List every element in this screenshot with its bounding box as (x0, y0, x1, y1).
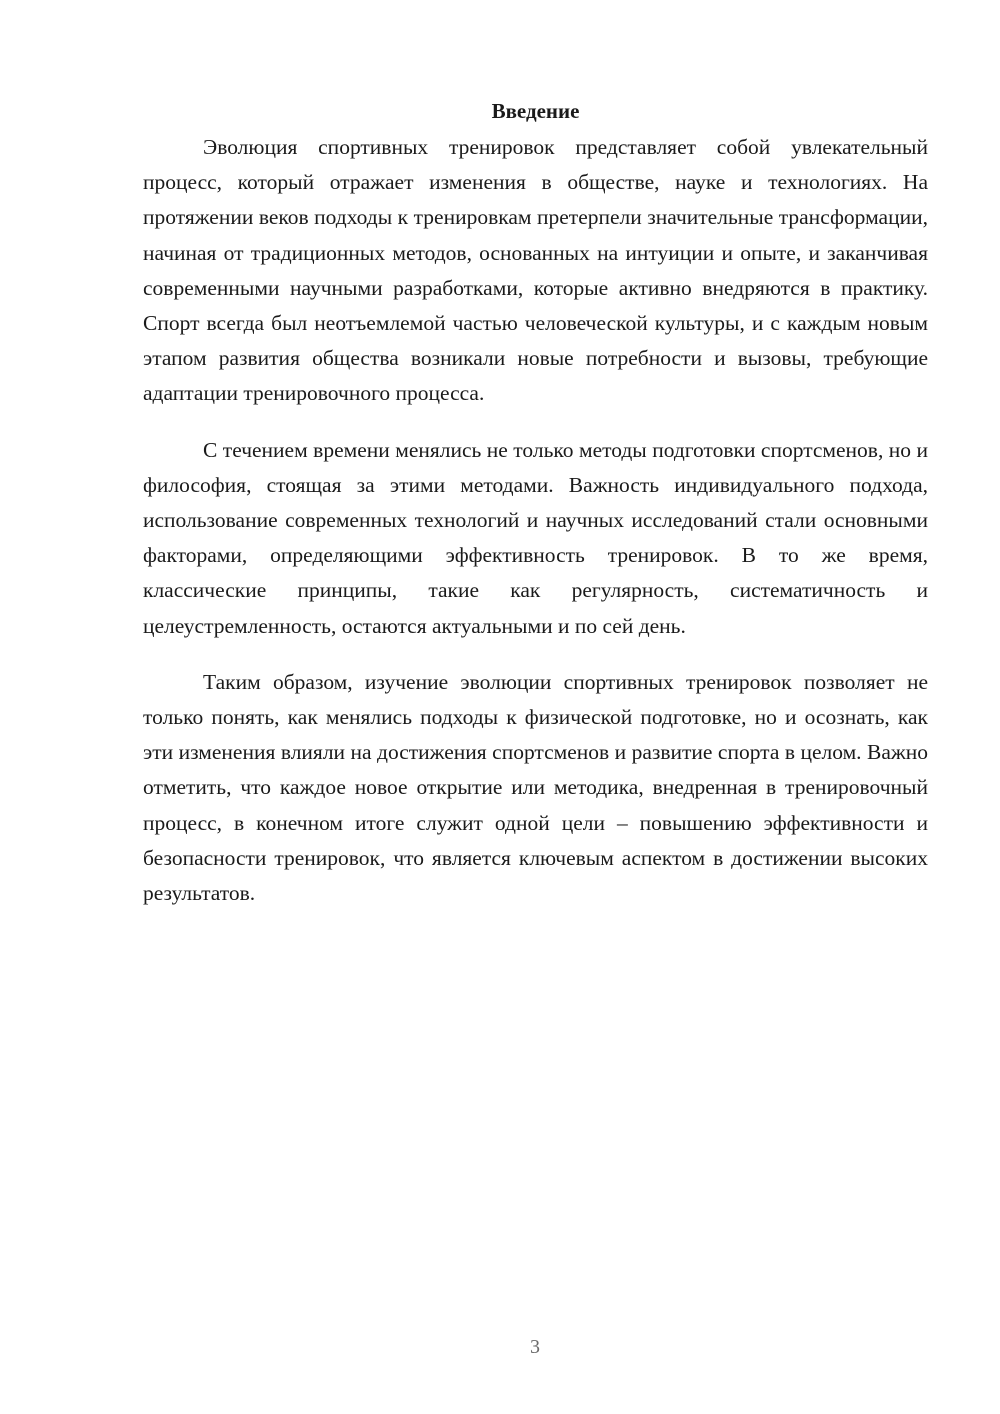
paragraph-2: С течением времени менялись не только методы подготовки спортсменов, но и философия, стоящая за этими методами. Важность индивидуального подхода, использование современных технологий и научных исследований стали основными факторами, определяющими эффективность тренировок. В то же время, классические принципы, такие как регулярность, систематичность и целеустремленность, остаются актуальными и по сей день. (143, 437, 928, 638)
page-number: 3 (530, 1336, 540, 1358)
section-heading: Введение (491, 99, 580, 123)
document-body (143, 92, 928, 911)
paragraph-3: Таким образом, изучение эволюции спортивных тренировок позволяет не только понять, как менялись подходы к физической подготовке, но и осознать, как эти изменения влияли на достижения спортсменов и развитие спорта в целом. Важно отметить, что каждое новое открытие или методика, внедренная в тренировочный процесс, в конечном итоге служит одной цели – повышению эффективности и безопасности тренировок, что является ключевым аспектом в достижении высоких результатов. (143, 669, 928, 906)
paragraph-1: Эволюция спортивных тренировок представляет собой увлекательный процесс, который отражает изменения в обществе, науке и технологиях. На протяжении веков подходы к тренировкам претерпели значительные трансформации, начиная от традиционных методов, основанных на интуиции и опыте, и заканчивая современными научными разработками, которые активно внедряются в практику. Спорт всегда был неотъемлемой частью человеческой культуры, и с каждым новым этапом развития общества возникали новые потребности и вызовы, требующие адаптации тренировочного процесса. (143, 135, 928, 406)
